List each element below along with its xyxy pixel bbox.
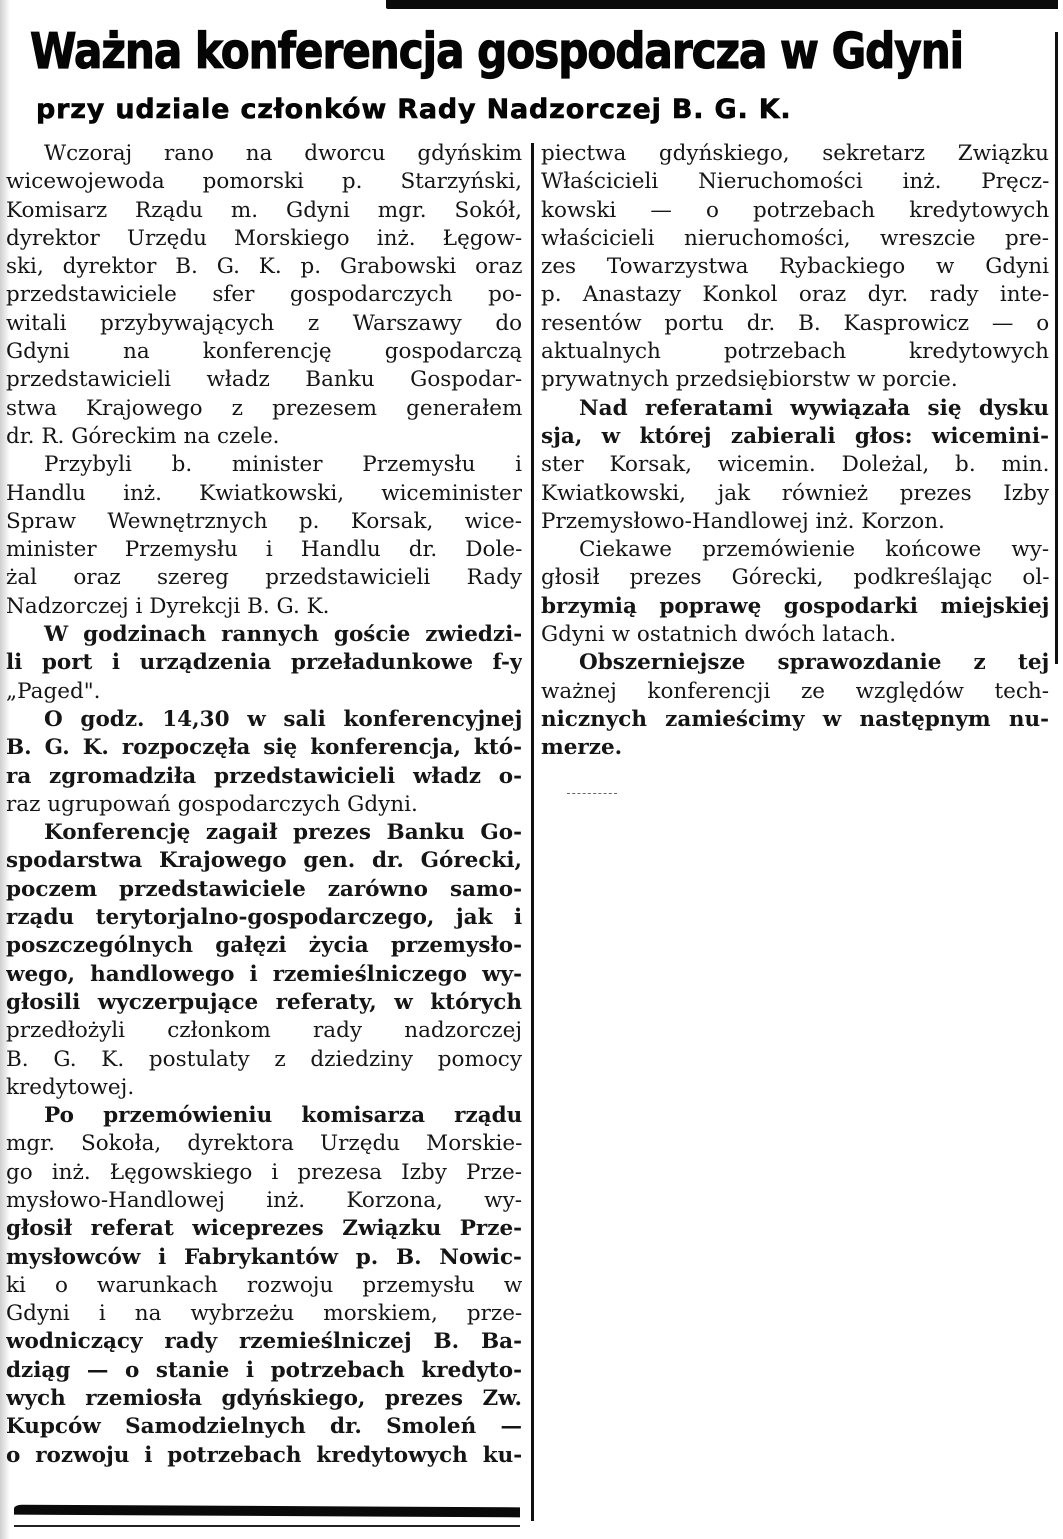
bottom-thick-rule [14,1505,520,1518]
text-line: mysłowców i Fabrykantów p. B. Nowic- [6,1244,522,1270]
text-line: Obszerniejsze sprawozdanie z tej [579,650,1049,676]
article-headline: Ważna konferencja gospodarcza w Gdyni [30,23,964,80]
text-line: B. G. K. rozpoczęła się konferencja, któ- [6,735,522,761]
text-line: li port i urządzenia przeładunkowe f-y [6,650,522,676]
text-line: przedłożyli członkom rady nadzorczej [6,1018,522,1044]
text-line: nicznych zamieścimy w następnym nu- [541,706,1049,732]
text-line: minister Przemysłu i Handlu dr. Dole- [6,537,522,563]
right-text-column [541,140,1049,763]
text-line: Przybyli b. minister Przemysłu i [44,452,522,478]
text-line: Handlu inż. Kwiatkowski, wiceminister [6,480,522,506]
top-black-rule [386,0,1058,9]
text-line: sja, w której zabierali głos: wicemini- [541,423,1049,449]
text-line: Ciekawe przemówienie końcowe wy- [579,537,1049,563]
text-line: ster Korsak, wicemin. Doleżal, b. min. [541,452,1049,478]
column-divider-rule [531,143,534,1521]
text-line: piectwa gdyńskiego, sekretarz Związku [541,141,1049,166]
text-line: prywatnych przedsiębiorstw w porcie. [541,367,958,393]
text-line: rządu terytorjalno-gospodarczego, jak i [6,905,522,931]
text-line: p. Anastazy Konkol oraz dyr. rady inte- [541,282,1049,308]
text-line: go inż. Łęgowskiego i prezesa Izby Prze- [6,1159,522,1185]
article-subheadline: przy udziale członków Rady Nadzorczej B. G. K. [36,94,792,125]
right-border-rule [1055,32,1058,664]
text-line: Konferencję zagaił prezes Banku Go- [44,820,522,846]
text-line: Po przemówieniu komisarza rządu [44,1103,522,1129]
text-line: W godzinach rannych goście zwiedzi- [44,622,522,648]
text-line: Kupców Samodzielnych dr. Smoleń — [6,1414,522,1440]
text-line: Właścicieli Nieruchomości inż. Pręcz- [541,169,1049,195]
text-line: wodniczący rady rzemieślniczej B. Ba- [6,1329,522,1355]
text-line: brzymią poprawę gospodarki miejskiej [541,593,1049,619]
article-end-mark [567,793,617,794]
text-line: właścicieli nieruchomości, wreszcie pre- [541,225,1049,251]
text-line: spodarstwa Krajowego gen. dr. Górecki, [6,848,522,874]
text-line: przedstawicieli władz Banku Gospodar- [6,367,522,393]
text-line: dr. R. Góreckim na czele. [6,423,280,449]
text-line: o rozwoju i potrzebach kredytowych ku- [6,1442,522,1468]
text-line: Wczoraj rano na dworcu gdyńskim [44,141,522,166]
text-line: merze. [541,735,623,761]
text-line: wych rzemiosła gdyńskiego, prezes Zw. [6,1386,522,1412]
text-line: wicewojewoda pomorski p. Starzyński, [6,169,522,195]
text-line: kredytowej. [6,1074,135,1100]
text-line: głosili wyczerpujące referaty, w których [6,989,522,1015]
text-line: ra zgromadziła przedstawicieli władz o- [6,763,522,789]
text-line: poczem przedstawiciele zarówno samo- [6,876,522,902]
text-line: żal oraz szereg przedstawicieli Rady [6,565,522,591]
text-line: ki o warunkach rozwoju przemysłu w [6,1272,522,1298]
text-line: Komisarz Rządu m. Gdyni mgr. Sokół, [6,197,522,223]
text-line: Nad referatami wywiązała się dysku [579,395,1049,421]
text-line: poszczególnych gałęzi życia przemysło- [6,933,522,959]
text-line: ski, dyrektor B. G. K. p. Grabowski oraz [6,254,522,280]
text-line: B. G. K. postulaty z dziedziny pomocy [6,1046,522,1072]
text-line: Nadzorczej i Dyrekcji B. G. K. [6,593,330,619]
text-line: dziąg — o stanie i potrzebach kredyto- [6,1357,522,1383]
text-line: Kwiatkowski, jak również prezes Izby [541,480,1049,506]
text-line: witali przybywających z Warszawy do [6,310,522,336]
text-line: Przemysłowo-Handlowej inż. Korzon. [541,508,945,534]
text-line: głosił prezes Górecki, podkreślając ol- [541,565,1049,591]
bottom-thin-rule [14,1525,520,1527]
text-line: mysłowo-Handlowej inż. Korzona, wy- [6,1187,522,1213]
text-line: Gdyni i na wybrzeżu morskiem, prze- [6,1301,522,1327]
text-line: kowski — o potrzebach kredytowych [541,197,1049,223]
text-line: wego, handlowego i rzemieślniczego wy- [6,961,522,987]
text-line: głosił referat wiceprezes Związku Prze- [6,1216,522,1242]
left-text-column [6,140,522,1470]
text-line: Gdyni na konferencję gospodarczą [6,339,522,365]
text-line: raz ugrupowań gospodarczych Gdyni. [6,791,418,817]
text-line: dyrektor Urzędu Morskiego inż. Łęgow- [6,225,522,251]
text-line: Gdyni w ostatnich dwóch latach. [541,622,897,648]
text-line: Spraw Wewnętrznych p. Korsak, wice- [6,508,522,534]
text-line: aktualnych potrzebach kredytowych [541,339,1049,365]
text-line: mgr. Sokoła, dyrektora Urzędu Morskie- [6,1131,522,1157]
text-line: przedstawiciele sfer gospodarczych po- [6,282,522,308]
text-line: zes Towarzystwa Rybackiego w Gdyni [541,254,1049,280]
text-line: stwa Krajowego z prezesem generałem [6,395,522,421]
text-line: O godz. 14,30 w sali konferencyjnej [44,706,522,732]
text-line: „Paged". [6,678,101,704]
text-line: resentów portu dr. B. Kasprowicz — o [541,310,1049,336]
text-line: ważnej konferencji ze względów tech- [541,678,1049,704]
